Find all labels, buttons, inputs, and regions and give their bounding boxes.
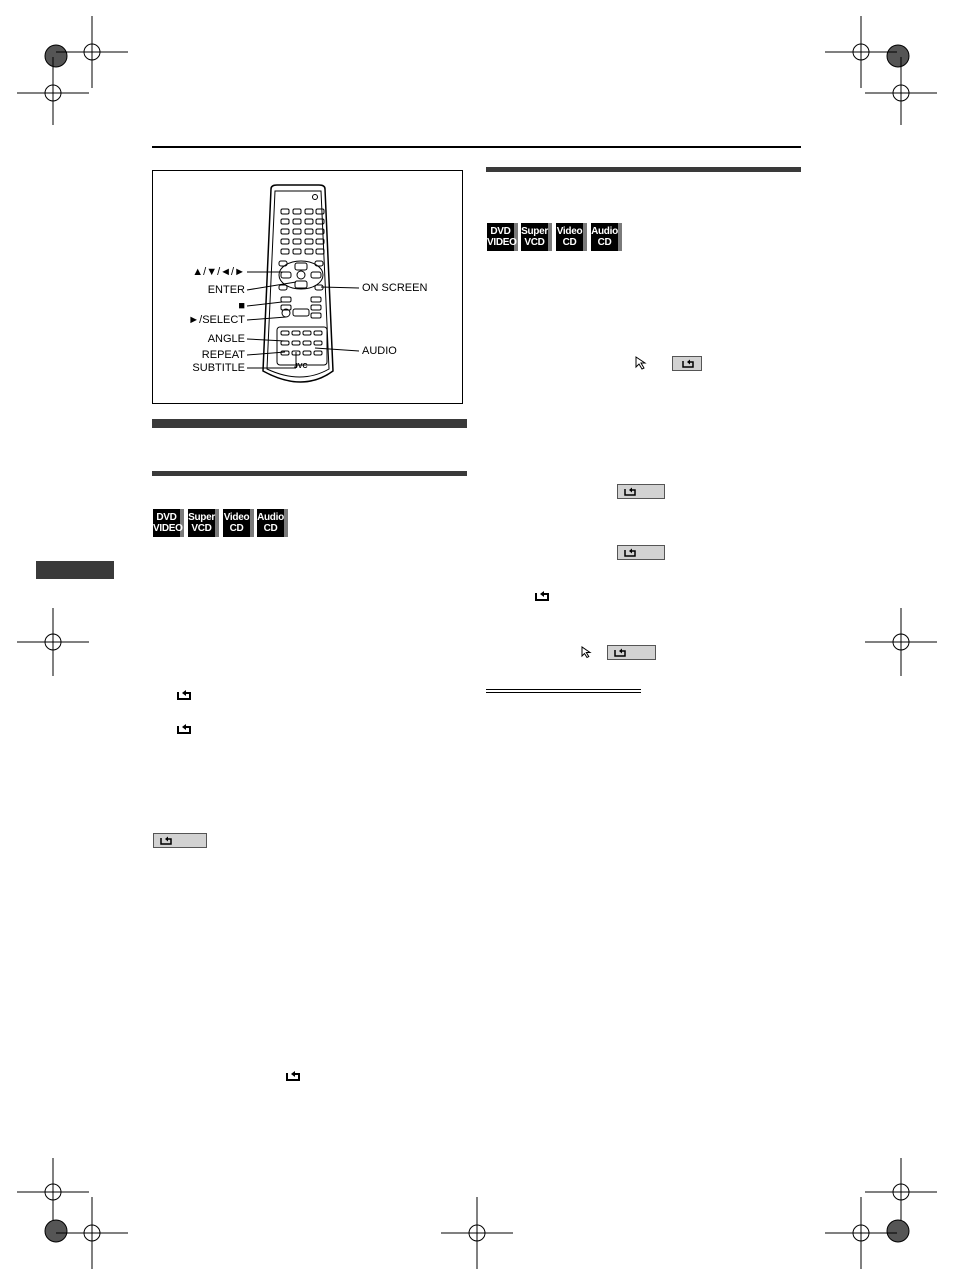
registration-mark-icon: [887, 45, 909, 67]
section-header-band: [152, 419, 467, 428]
registration-mark-icon: [45, 1220, 67, 1242]
disc-badge-audio-cd: Audio CD: [591, 223, 622, 251]
disc-badge-dvd-video: DVD VIDEO: [153, 509, 184, 537]
repeat-osd-bar: [607, 645, 656, 660]
disc-badge-audio-cd: Audio CD: [257, 509, 288, 537]
repeat-icon: [622, 548, 638, 558]
label-stop: ■: [238, 300, 245, 312]
repeat-osd-bar: [672, 356, 702, 371]
repeat-osd-bar: [617, 484, 665, 499]
label-angle: ANGLE: [207, 333, 245, 345]
pointer-arrow-icon: [634, 355, 650, 371]
repeat-icon: [283, 1070, 303, 1084]
label-subtitle: SUBTITLE: [192, 362, 245, 374]
label-audio: AUDIO: [362, 345, 397, 357]
remote-control-figure: [152, 170, 463, 404]
repeat-osd-bar: [153, 833, 207, 848]
right-section-rule: [486, 167, 801, 172]
repeat-icon: [612, 648, 628, 658]
disc-badge-video-cd: Video CD: [556, 223, 587, 251]
repeat-icon: [532, 590, 552, 604]
repeat-icon: [622, 487, 638, 497]
label-enter: ENTER: [207, 284, 245, 296]
disc-badge-super-vcd: Super VCD: [521, 223, 552, 251]
registration-mark-icon: [887, 1220, 909, 1242]
repeat-icon: [680, 359, 696, 369]
subsection-rule: [152, 471, 467, 476]
side-chapter-tab: [36, 561, 114, 579]
note-rule: [486, 689, 641, 690]
repeat-icon: [158, 836, 174, 846]
label-repeat: REPEAT: [201, 349, 245, 361]
label-arrows: ▲/▼/◄/►: [192, 266, 245, 278]
label-play-select: ►/SELECT: [188, 314, 245, 326]
disc-badge-super-vcd: Super VCD: [188, 509, 219, 537]
disc-badge-video-cd: Video CD: [223, 509, 254, 537]
repeat-icon: [174, 689, 194, 703]
disc-badge-dvd-video: DVD VIDEO: [487, 223, 518, 251]
note-rule: [486, 692, 641, 693]
repeat-icon: [174, 723, 194, 737]
registration-mark-icon: [45, 45, 67, 67]
pointer-arrow-icon: [580, 645, 594, 659]
header-rule: [152, 146, 801, 148]
repeat-osd-bar: [617, 545, 665, 560]
label-on-screen: ON SCREEN: [362, 282, 428, 294]
svg-text:JVC: JVC: [294, 363, 308, 370]
